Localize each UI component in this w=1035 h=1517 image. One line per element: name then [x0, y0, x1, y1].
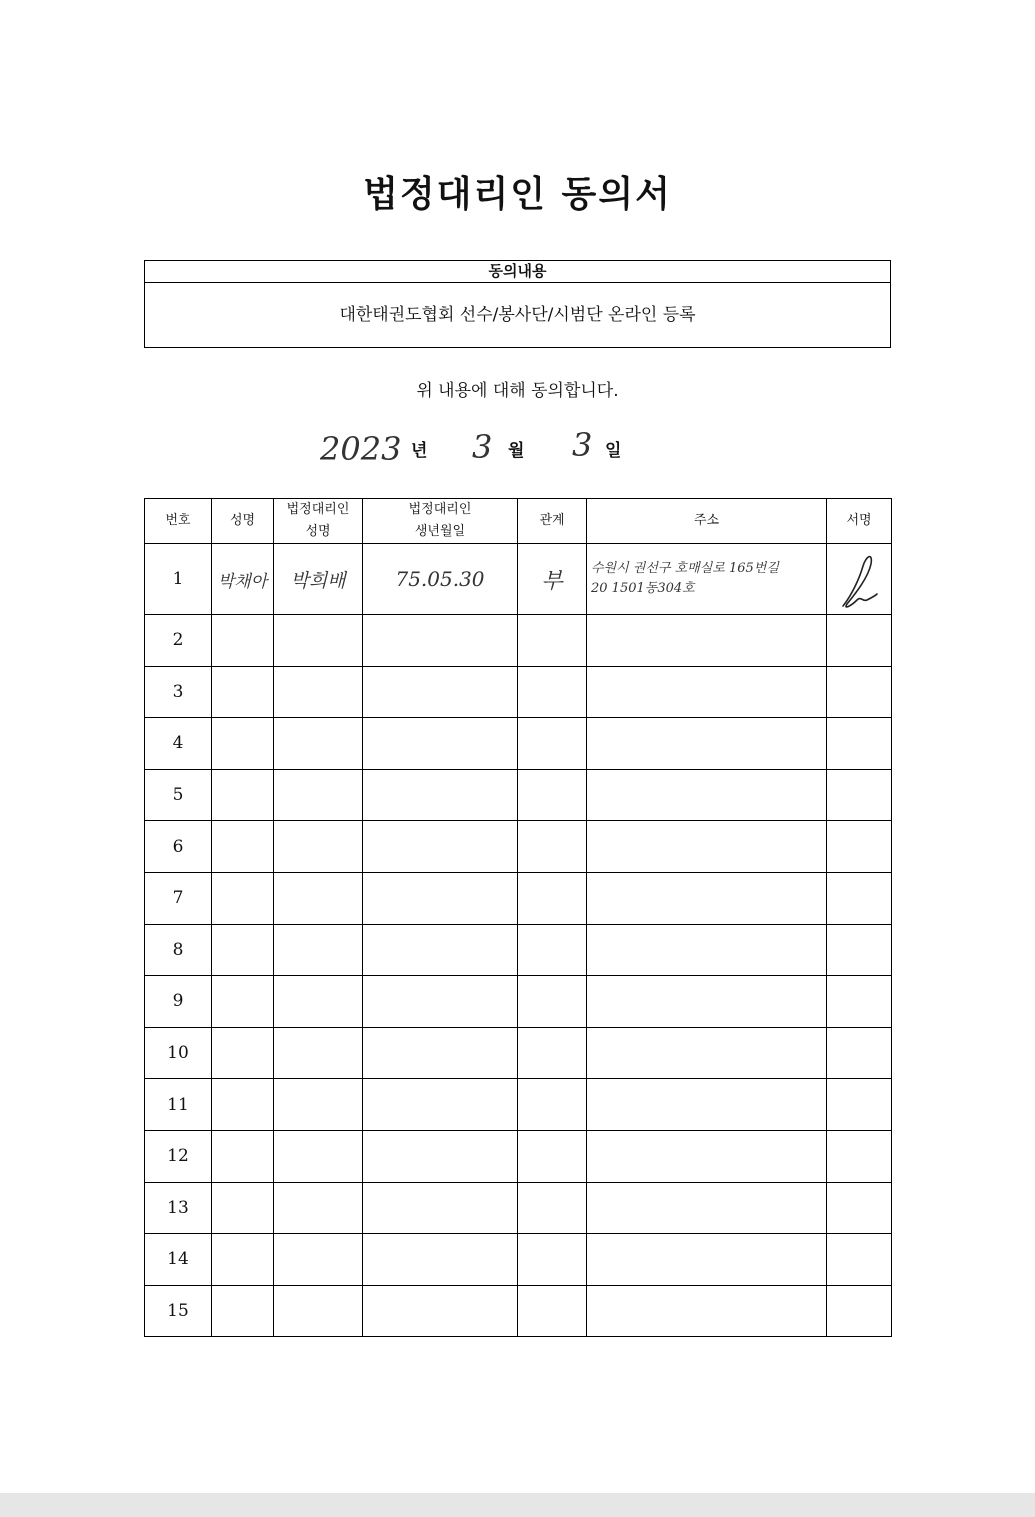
- table-row: [145, 1130, 892, 1182]
- header-name: 성명: [212, 499, 274, 544]
- header-address: 주소: [587, 499, 827, 544]
- row-name: 박채아: [212, 544, 274, 615]
- table-row: [145, 544, 892, 615]
- date-day: 3: [572, 426, 593, 464]
- consent-header: 동의내용: [145, 261, 890, 283]
- header-rep-name: [274, 499, 363, 544]
- row-no: 1: [145, 544, 212, 615]
- table-row: [145, 1234, 892, 1286]
- table-row: [145, 976, 892, 1028]
- date-year-label: 년: [411, 441, 428, 461]
- table-row: [145, 872, 892, 924]
- row-no: 15: [145, 1285, 212, 1337]
- header-no: 번호: [145, 499, 212, 544]
- row-rep-name: 박희배: [274, 544, 363, 615]
- date-year: 2023: [320, 430, 402, 468]
- header-rep-name-line1: 법정대리인: [286, 502, 350, 517]
- agree-statement: 위 내용에 대해 동의합니다.: [416, 381, 619, 401]
- header-rep-name-line2: 성명: [305, 524, 331, 539]
- consent-body: 대한태권도협회 선수/봉사단/시범단 온라인 등록: [339, 305, 696, 325]
- handwritten-signature: [837, 544, 881, 614]
- row-no: 14: [145, 1234, 212, 1286]
- table-row: [145, 615, 892, 667]
- table-row: [145, 1079, 892, 1131]
- row-address-line2: 20 1501동304호: [591, 581, 695, 596]
- date-row: [0, 420, 1035, 480]
- row-no: 8: [145, 924, 212, 976]
- row-no: 7: [145, 872, 212, 924]
- header-relation: 관계: [518, 499, 587, 544]
- header-rep-birth: [363, 499, 518, 544]
- consent-table: [144, 498, 892, 1337]
- header-rep-birth-line1: 법정대리인: [408, 502, 472, 517]
- header-signature: 서명: [827, 499, 892, 544]
- row-no: 3: [145, 666, 212, 718]
- consent-box: [144, 260, 891, 348]
- date-month-label: 월: [508, 441, 525, 461]
- table-header-row: [145, 499, 892, 544]
- date-month: 3: [472, 428, 493, 466]
- row-signature: [827, 544, 892, 615]
- table-row: [145, 821, 892, 873]
- row-address: [587, 544, 827, 615]
- header-rep-birth-line2: 생년월일: [414, 524, 466, 539]
- table-row: [145, 1027, 892, 1079]
- document-title: 법정대리인 동의서: [363, 174, 672, 215]
- row-no: 12: [145, 1130, 212, 1182]
- row-no: 4: [145, 718, 212, 770]
- row-no: 13: [145, 1182, 212, 1234]
- row-rep-birth: 75.05.30: [363, 544, 518, 615]
- row-address-line1: 수원시 권선구 호매실로 165번길: [591, 561, 779, 576]
- table-row: [145, 666, 892, 718]
- row-no: 9: [145, 976, 212, 1028]
- date-day-label: 일: [605, 441, 622, 461]
- table-row: [145, 1182, 892, 1234]
- table-row: [145, 1285, 892, 1337]
- row-no: 2: [145, 615, 212, 667]
- table-row: [145, 924, 892, 976]
- row-no: 10: [145, 1027, 212, 1079]
- row-relation: 부: [518, 544, 587, 615]
- table-row: [145, 769, 892, 821]
- row-no: 5: [145, 769, 212, 821]
- row-no: 11: [145, 1079, 212, 1131]
- table-row: [145, 718, 892, 770]
- row-no: 6: [145, 821, 212, 873]
